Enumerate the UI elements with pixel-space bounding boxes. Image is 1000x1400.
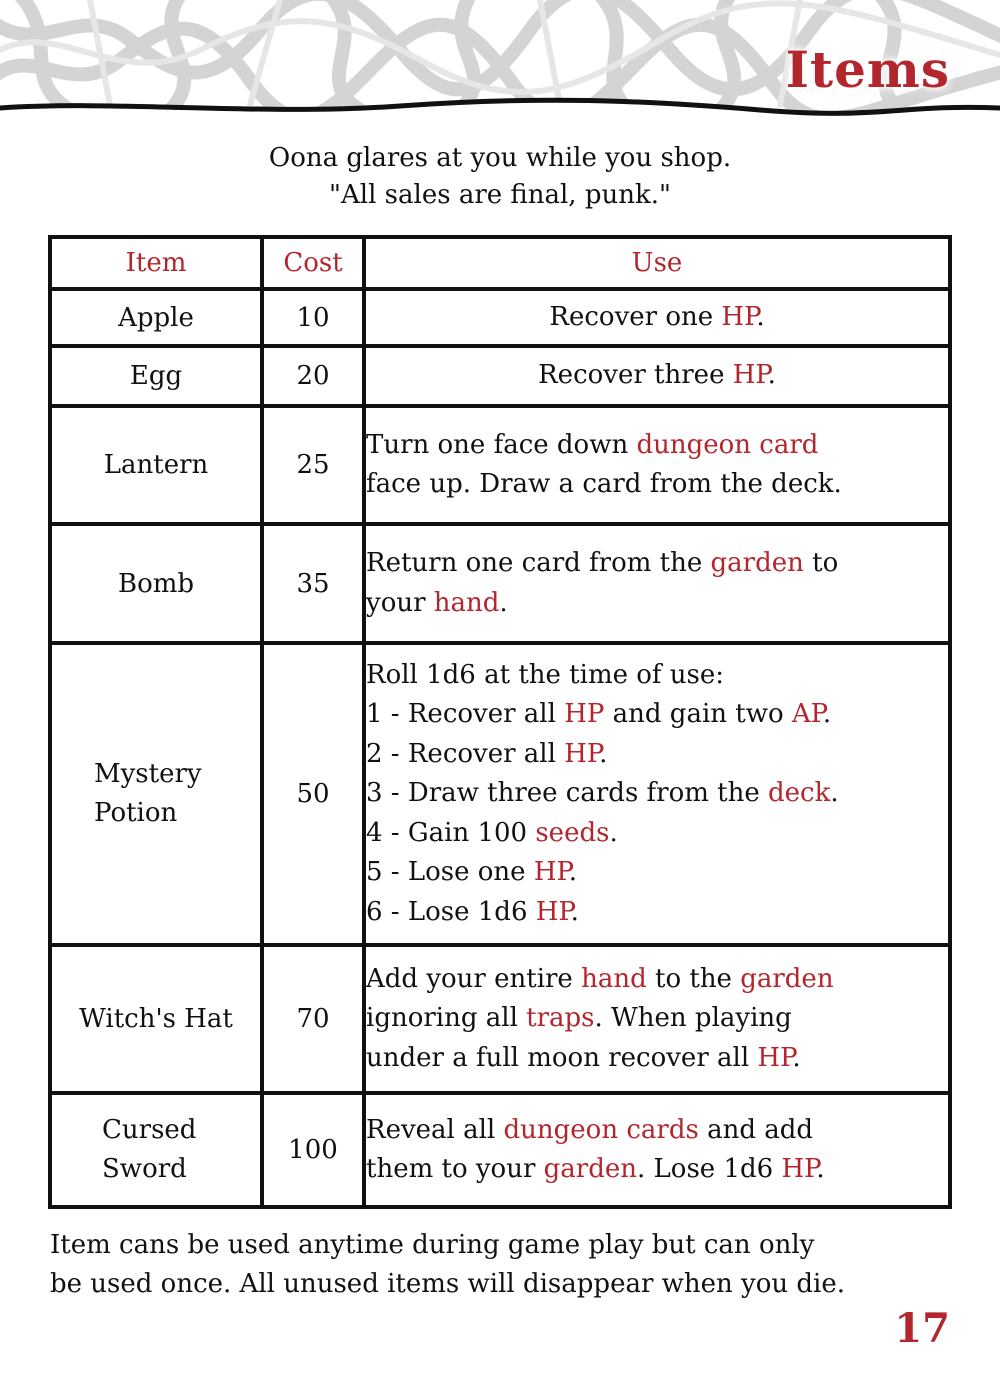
- item-cost: 10: [262, 289, 364, 346]
- use-line: [366, 774, 948, 814]
- use-line: [366, 960, 948, 1000]
- use-text: .: [830, 778, 839, 809]
- page-title: Items: [785, 40, 950, 99]
- use-line: [366, 584, 948, 624]
- use-text: ignoring all: [366, 1003, 527, 1034]
- use-text: .: [756, 301, 765, 332]
- table-row: [50, 524, 950, 643]
- use-line: [366, 853, 948, 893]
- use-text: Add your entire: [366, 963, 582, 994]
- item-name: [50, 643, 262, 945]
- table-row: [50, 1093, 950, 1207]
- item-name-line: Cursed: [102, 1115, 197, 1145]
- use-text: .: [767, 360, 776, 391]
- use-line: [366, 656, 948, 696]
- use-text: your: [366, 587, 434, 618]
- use-line: [366, 544, 948, 584]
- item-use: [364, 346, 950, 406]
- use-text: 6 - Lose 1d6: [366, 896, 536, 927]
- use-text: .: [609, 817, 618, 848]
- keyword-text: HP: [564, 699, 605, 730]
- use-line: [366, 426, 948, 466]
- item-use: [364, 945, 950, 1093]
- keyword-text: traps: [526, 1003, 595, 1034]
- keyword-text: garden: [710, 548, 804, 578]
- table-row: [50, 945, 950, 1093]
- keyword-text: HP: [533, 857, 569, 888]
- keyword-text: AP: [791, 699, 823, 730]
- table-row: [50, 346, 950, 406]
- use-text: 1 - Recover all: [366, 699, 565, 730]
- footer-line: Item cans be used anytime during game play but can only: [50, 1230, 815, 1260]
- item-use: [364, 524, 950, 643]
- use-text: .: [792, 1042, 801, 1073]
- item-cost: 50: [262, 643, 364, 945]
- use-line: [366, 893, 948, 933]
- keyword-text: HP: [732, 360, 768, 391]
- use-text: Turn one face down: [366, 429, 637, 460]
- item-name-line: Sword: [102, 1154, 187, 1184]
- use-text: Recover one: [549, 301, 722, 332]
- item-name: Lantern: [50, 406, 262, 524]
- page-number: 17: [894, 1305, 950, 1352]
- use-line: [366, 814, 948, 854]
- use-text: face up. Draw a card from the deck.: [366, 469, 842, 499]
- use-text: .: [570, 896, 579, 927]
- item-cost: 35: [262, 524, 364, 643]
- keyword-text: HP: [781, 1154, 817, 1184]
- table-row: [50, 289, 950, 346]
- keyword-text: hand: [433, 587, 500, 618]
- header-cost: Cost: [262, 237, 364, 289]
- use-line: [366, 298, 948, 338]
- table-header-row: [50, 237, 950, 289]
- keyword-text: hand: [581, 963, 647, 994]
- item-name: [50, 1093, 262, 1207]
- intro-quote: [0, 140, 1000, 214]
- item-use: [364, 406, 950, 524]
- use-text: .: [499, 587, 508, 618]
- use-line: [366, 1150, 948, 1190]
- use-text: to: [803, 548, 839, 578]
- keyword-text: garden: [740, 963, 834, 994]
- keyword-text: dungeon card: [636, 429, 819, 460]
- use-text: 2 - Recover all: [366, 738, 565, 769]
- use-line: [366, 695, 948, 735]
- use-text: .: [816, 1154, 825, 1184]
- table-row: [50, 643, 950, 945]
- item-use: [364, 643, 950, 945]
- keyword-text: seeds: [535, 817, 610, 848]
- use-text: and add: [698, 1114, 814, 1145]
- header-use: Use: [364, 237, 950, 289]
- use-text: 3 - Draw three cards from the: [366, 778, 769, 809]
- items-table: [48, 235, 952, 1209]
- use-text: . Lose 1d6: [637, 1154, 782, 1184]
- item-cost: 20: [262, 346, 364, 406]
- use-text: 5 - Lose one: [366, 857, 534, 888]
- use-line: [366, 1111, 948, 1151]
- keyword-text: HP: [564, 738, 600, 769]
- header-item: Item: [50, 237, 262, 289]
- use-text: .: [599, 738, 608, 769]
- keyword-text: dungeon cards: [503, 1114, 699, 1145]
- use-text: Return one card from the: [366, 548, 711, 578]
- use-text: to the: [646, 963, 741, 994]
- footer-line: be used once. All unused items will disappear when you die.: [50, 1269, 846, 1299]
- item-use: [364, 1093, 950, 1207]
- use-text: and gain two: [604, 699, 792, 730]
- keyword-text: HP: [721, 301, 757, 332]
- keyword-text: garden: [543, 1154, 638, 1184]
- use-line: [366, 999, 948, 1039]
- intro-line: "All sales are final, punk.": [329, 180, 671, 210]
- item-cost: 100: [262, 1093, 364, 1207]
- item-name: Egg: [50, 346, 262, 406]
- use-text: Recover three: [538, 360, 733, 391]
- keyword-text: HP: [757, 1042, 793, 1073]
- keyword-text: deck: [768, 778, 831, 809]
- item-name: Witch's Hat: [50, 945, 262, 1093]
- use-line: [366, 1039, 948, 1079]
- use-text: them to your: [366, 1154, 544, 1184]
- use-text: . When playing: [594, 1003, 792, 1034]
- item-use: [364, 289, 950, 346]
- use-text: .: [822, 699, 832, 730]
- use-line: [366, 465, 948, 505]
- footer-note: [50, 1226, 970, 1304]
- table-row: [50, 406, 950, 524]
- intro-line: Oona glares at you while you shop.: [268, 143, 732, 173]
- item-cost: 70: [262, 945, 364, 1093]
- use-line: [366, 356, 948, 396]
- use-text: Roll 1d6 at the time of use:: [366, 659, 725, 690]
- use-line: [366, 735, 948, 775]
- item-name-line: Potion: [94, 798, 178, 828]
- item-name: Bomb: [50, 524, 262, 643]
- use-text: under a full moon recover all: [366, 1042, 758, 1073]
- item-name-line: Mystery: [94, 759, 202, 789]
- use-text: .: [568, 857, 577, 888]
- use-text: 4 - Gain 100: [366, 817, 536, 848]
- keyword-text: HP: [535, 896, 571, 927]
- use-text: Reveal all: [366, 1114, 504, 1145]
- item-cost: 25: [262, 406, 364, 524]
- item-name: Apple: [50, 289, 262, 346]
